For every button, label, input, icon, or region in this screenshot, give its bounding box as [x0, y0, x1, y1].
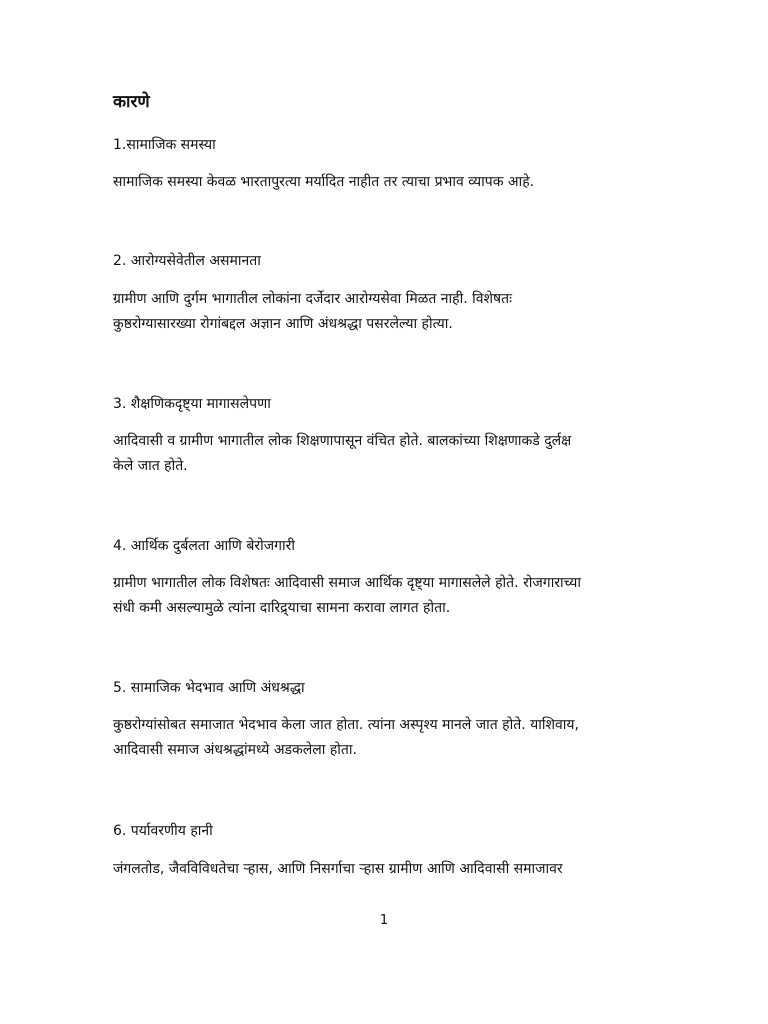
section-heading-5: 5. सामाजिक भेदभाव आणि अंधश्रद्धा [113, 680, 305, 696]
paragraph-line: आदिवासी व ग्रामीण भागातील लोक शिक्षणापासून वंचित होते. बालकांच्या शिक्षणाकडे दुर्लक्ष [113, 433, 572, 449]
paragraph-line: जंगलतोड, जैवविविधतेचा ऱ्हास, आणि निसर्गाचा ऱ्हास ग्रामीण आणि आदिवासी समाजावर [113, 861, 563, 877]
paragraph-line: सामाजिक समस्या केवळ भारतापुरत्या मर्यादित नाहीत तर त्याचा प्रभाव व्यापक आहे. [113, 174, 535, 190]
section-paragraph-4 [113, 571, 673, 621]
page-number: 1 [379, 913, 389, 928]
section-paragraph-3 [113, 429, 673, 479]
section-heading-2: 2. आरोग्यसेवेतील असमानता [113, 253, 261, 269]
page-title: कारणे [113, 92, 150, 112]
paragraph-line: ग्रामीण भागातील लोक विशेषतः आदिवासी समाज आर्थिक दृष्ट्या मागासलेले होते. रोजगाराच्या [113, 575, 581, 591]
paragraph-line: केले जात होते. [113, 458, 188, 474]
paragraph-line: कुष्ठरोग्यासारख्या रोगांबद्दल अज्ञान आणि अंधश्रद्धा पसरलेल्या होत्या. [113, 316, 453, 332]
section-heading-1: 1.सामाजिक समस्या [113, 137, 216, 153]
paragraph-line: संधी कमी असल्यामुळे त्यांना दारिद्र्याचा सामना करावा लागत होता. [113, 600, 451, 616]
section-heading-4: 4. आर्थिक दुर्बलता आणि बेरोजगारी [113, 538, 295, 554]
section-paragraph-2 [113, 287, 673, 337]
section-paragraph-5 [113, 713, 673, 763]
paragraph-line: आदिवासी समाज अंधश्रद्धांमध्ये अडकलेला होता. [113, 742, 357, 758]
section-heading-6: 6. पर्यावरणीय हानी [113, 823, 213, 839]
section-paragraph-6 [113, 857, 673, 882]
paragraph-line: कुष्ठरोग्यांसोबत समाजात भेदभाव केला जात होता. त्यांना अस्पृश्य मानले जात होते. याशिवाय, [113, 717, 579, 733]
section-heading-3: 3. शैक्षणिकदृष्ट्या मागासलेपणा [113, 396, 271, 412]
paragraph-line: ग्रामीण आणि दुर्गम भागातील लोकांना दर्जेदार आरोग्यसेवा मिळत नाही. विशेषतः [113, 291, 512, 307]
section-paragraph-1 [113, 170, 673, 195]
